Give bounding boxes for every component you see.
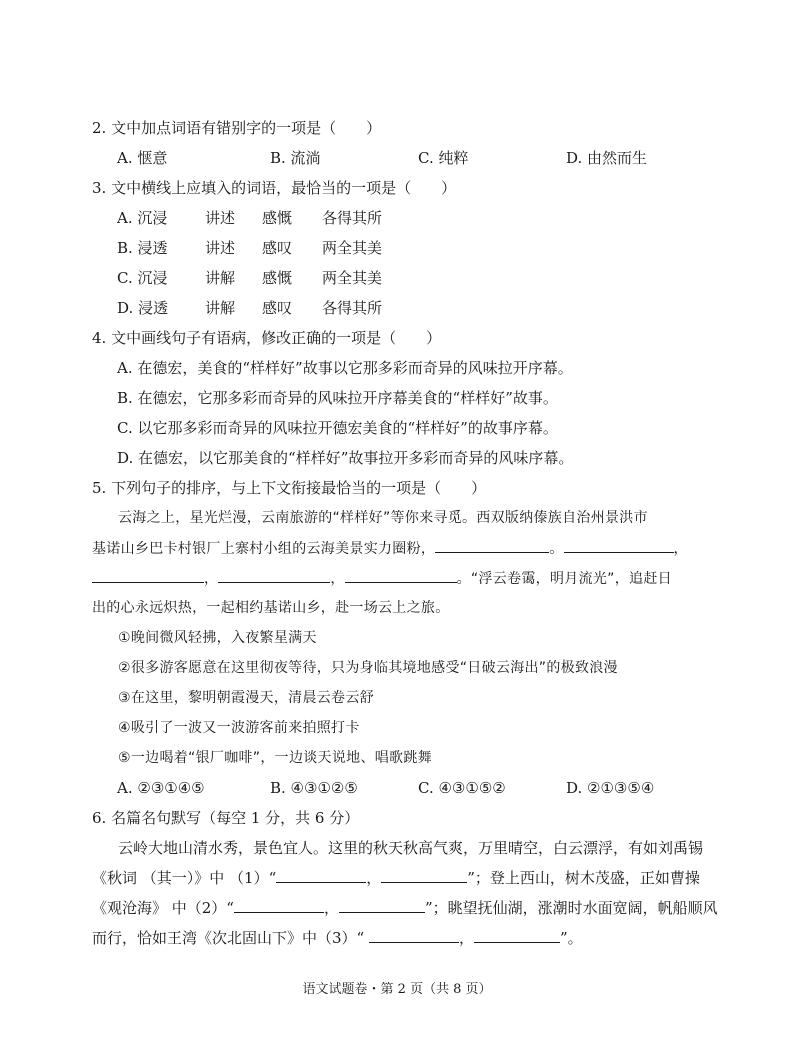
q2-option-c: C. 纯粹	[418, 149, 469, 167]
q5-line3-text: 。“浮云卷霭，明月流光”，追赶日	[456, 571, 672, 587]
q5-option-a: A. ②③①④⑤	[117, 779, 205, 797]
q4-option-a: A. 在德宏，美食的“样样好”故事以它那多彩而奇异的风味拉开序幕。	[117, 359, 573, 377]
q3-d-w4: 各得其所	[322, 299, 383, 317]
answer-blank[interactable]	[474, 928, 560, 943]
q5-passage-line4: 出的心永远炽热，一起相约基诺山乡，赴一场云上之旅。	[92, 600, 450, 616]
q6-line4-tail: ”。	[560, 929, 583, 947]
q6-line2-text: 《秋词 （其一）》中 （1）“	[92, 869, 277, 887]
q3-c-w1: C. 沉浸	[117, 269, 168, 287]
q5-line3-punct2: ，	[330, 571, 345, 587]
q6-line3-comma: ，	[323, 899, 339, 917]
q5-passage-line1: 云海之上，星光烂漫，云南旅游的“样样好”等你来寻觅。西双版纳傣族自治州景洪市	[118, 510, 648, 526]
q3-option-c	[117, 268, 383, 288]
answer-blank[interactable]	[435, 538, 549, 553]
q6-passage-line3	[92, 898, 718, 918]
q3-b-w4: 两全其美	[322, 239, 383, 257]
q5-option-b: B. ④③①②⑤	[270, 779, 358, 797]
q3-option-a	[117, 208, 383, 228]
q6-line4-text: 而行，恰如王湾《次北固山下》中（3）“	[92, 929, 369, 947]
q5-stem: 5. 下列句子的排序，与上下文衔接最恰当的一项是（ ）	[92, 479, 487, 497]
answer-blank[interactable]	[218, 568, 330, 583]
q6-passage-line2	[92, 868, 700, 888]
q5-item-1: ①晚间微风轻拂，入夜繁星满天	[118, 630, 317, 646]
answer-blank[interactable]	[345, 568, 457, 583]
q5-option-d: D. ②①③⑤④	[566, 779, 655, 797]
q2-option-d: D. 由然而生	[566, 149, 648, 167]
q4-stem: 4. 文中画线句子有语病，修改正确的一项是（ ）	[92, 329, 442, 347]
q3-c-w3: 感慨	[262, 269, 293, 287]
q2-stem: 2. 文中加点词语有错别字的一项是（ ）	[92, 119, 382, 137]
q3-b-w3: 感叹	[262, 239, 293, 257]
q6-passage-line4	[92, 928, 583, 948]
q6-line4-comma: ，	[458, 929, 474, 947]
answer-blank[interactable]	[234, 898, 324, 913]
answer-blank[interactable]	[381, 868, 467, 883]
page-footer: 语文试题卷・第 2 页（共 8 页）	[302, 982, 492, 997]
q3-d-w2: 讲解	[205, 299, 236, 317]
q3-d-w1: D. 浸透	[117, 299, 169, 317]
q3-option-b	[117, 238, 383, 258]
q3-b-w1: B. 浸透	[117, 239, 168, 257]
q6-line2-tail: ”；登上西山，树木茂盛，正如曹操	[467, 869, 700, 887]
q2-option-a: A. 惬意	[117, 149, 168, 167]
q4-option-d: D. 在德宏，以它那美食的“样样好”故事拉开多彩而奇异的风味序幕。	[117, 449, 574, 467]
q3-c-w2: 讲解	[205, 269, 236, 287]
q6-line3-tail: ”；眺望抚仙湖，涨潮时水面宽阔，帆船顺风	[425, 899, 718, 917]
q3-d-w3: 感叹	[262, 299, 293, 317]
q6-stem: 6. 名篇名句默写（每空 1 分，共 6 分）	[92, 809, 360, 827]
q5-item-2: ②很多游客愿意在这里彻夜等待，只为身临其境地感受“日破云海出”的极致浪漫	[118, 660, 618, 676]
q5-item-5: ⑤一边喝着“银厂咖啡”，一边谈天说地、唱歌跳舞	[118, 750, 432, 766]
answer-blank[interactable]	[276, 868, 366, 883]
q3-a-w4: 各得其所	[322, 209, 383, 227]
answer-blank[interactable]	[339, 898, 425, 913]
q3-a-w2: 讲述	[205, 209, 236, 227]
q5-line2-punct1: 。	[549, 541, 564, 557]
q4-option-b: B. 在德宏，它那多彩而奇异的风味拉开序幕美食的“样样好”故事。	[117, 389, 558, 407]
q5-line2-text: 基诺山乡巴卡村银厂上寨村小组的云海美景实力圈粉，	[92, 541, 436, 557]
q3-b-w2: 讲述	[205, 239, 236, 257]
q4-option-c: C. 以它那多彩而奇异的风味拉开德宏美食的“样样好”的故事序幕。	[117, 419, 558, 437]
q5-line2-punct2: ，	[673, 541, 688, 557]
answer-blank[interactable]	[92, 568, 204, 583]
q2-option-b: B. 流淌	[270, 149, 321, 167]
q3-c-w4: 两全其美	[322, 269, 383, 287]
q3-a-w1: A. 沉浸	[117, 209, 168, 227]
answer-blank[interactable]	[564, 538, 674, 553]
q3-option-d	[117, 298, 383, 318]
q5-passage-line3	[92, 568, 672, 589]
q6-passage-line1: 云岭大地山清水秀，景色宜人。这里的秋天秋高气爽，万里晴空，白云漂浮，有如刘禹锡	[118, 839, 704, 857]
q6-line3-text: 《观沧海》 中（2）“	[92, 899, 234, 917]
q5-passage-line2	[92, 538, 688, 559]
q3-stem: 3. 文中横线上应填入的词语，最恰当的一项是（ ）	[92, 179, 457, 197]
q6-line2-comma: ，	[366, 869, 382, 887]
q3-a-w3: 感慨	[262, 209, 293, 227]
answer-blank[interactable]	[369, 928, 459, 943]
q5-option-c: C. ④③①⑤②	[418, 779, 506, 797]
q5-line3-punct1: ，	[204, 571, 219, 587]
q5-item-4: ④吸引了一波又一波游客前来拍照打卡	[118, 720, 360, 736]
q5-item-3: ③在这里，黎明朝霞漫天，清晨云卷云舒	[118, 690, 374, 706]
